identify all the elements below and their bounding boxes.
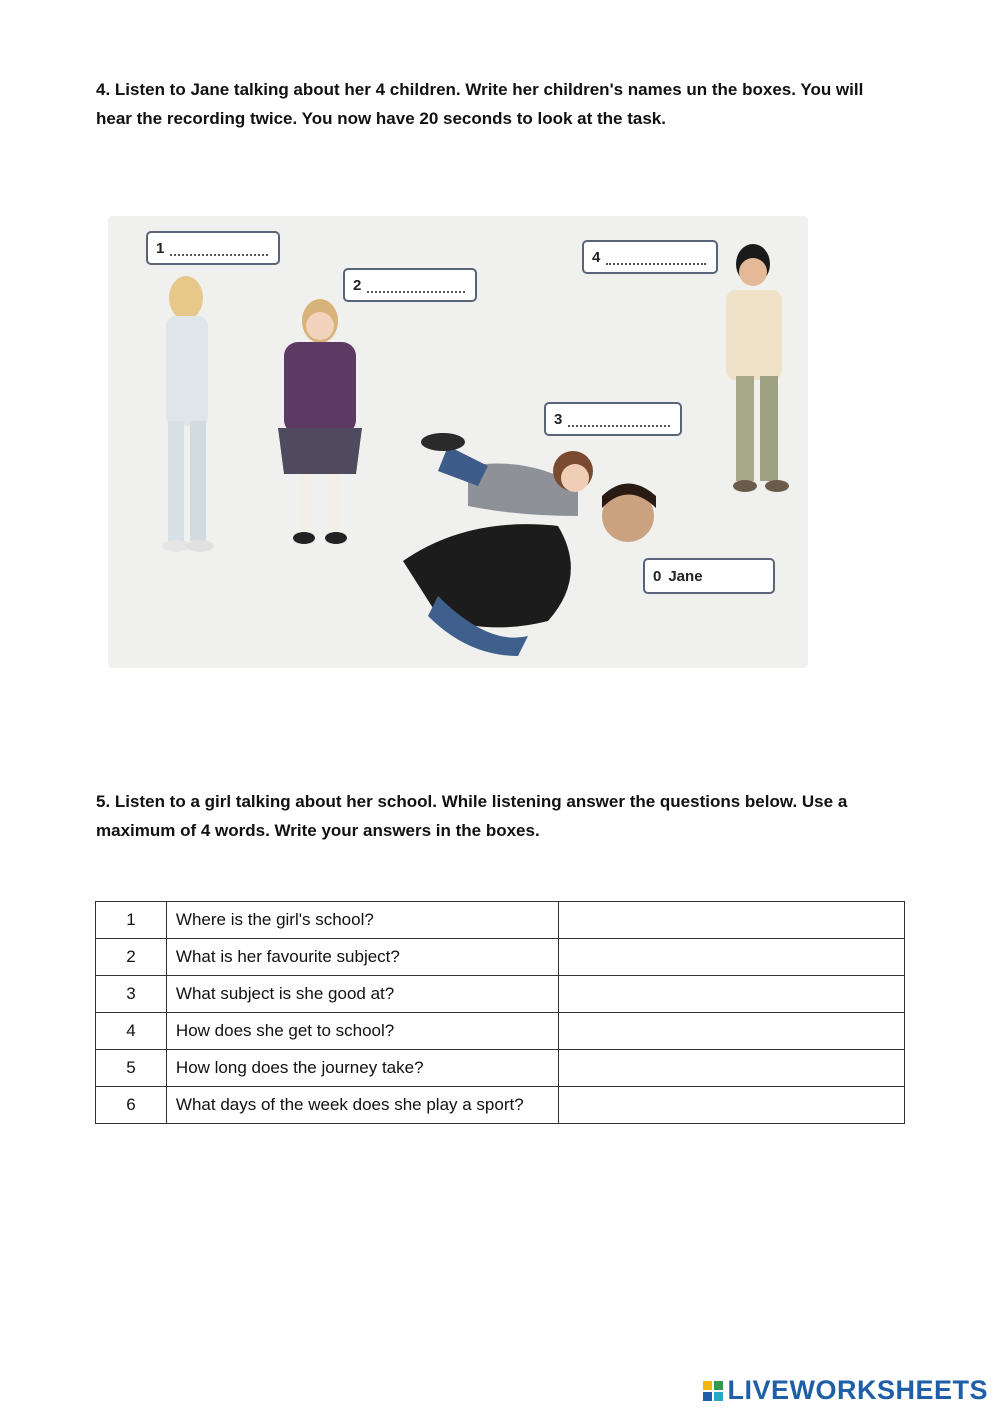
name-box-2-dotted-line — [367, 277, 465, 293]
answer-box[interactable] — [559, 976, 905, 1013]
answer-box[interactable] — [559, 939, 905, 976]
table-row — [96, 939, 905, 976]
name-box-1-number: 1 — [156, 239, 165, 257]
answer-box[interactable] — [559, 1050, 905, 1087]
table-row — [96, 1087, 905, 1124]
child-4-figure — [726, 244, 789, 492]
answer-box[interactable] — [559, 1087, 905, 1124]
question-number: 1 — [96, 902, 167, 939]
table-row — [96, 902, 905, 939]
name-box-jane-number: 0 — [653, 567, 662, 585]
question-number: 3 — [96, 976, 167, 1013]
logo-grid-icon — [703, 1381, 723, 1401]
question-text: What subject is she good at? — [166, 976, 559, 1013]
answer-box[interactable] — [559, 902, 905, 939]
name-box-4-number: 4 — [592, 248, 601, 266]
name-box-4-dotted-line — [606, 249, 706, 265]
question-text: What is her favourite subject? — [166, 939, 559, 976]
table-row — [96, 1050, 905, 1087]
exercise-4-instruction: 4. Listen to Jane talking about her 4 children. Write her children's names un the boxes. You will hear the recording twice. You now have 20 seconds to look at the task. — [96, 80, 864, 128]
question-number: 6 — [96, 1087, 167, 1124]
question-text: Where is the girl's school? — [166, 902, 559, 939]
questions-table — [95, 901, 905, 1124]
question-text: How does she get to school? — [166, 1013, 559, 1050]
liveworksheets-logo — [703, 1375, 988, 1406]
name-box-jane — [643, 558, 775, 594]
name-box-jane-name: Jane — [668, 567, 703, 585]
name-box-2-number: 2 — [353, 276, 362, 294]
answer-box[interactable] — [559, 1013, 905, 1050]
name-box-3-dotted-line — [568, 411, 670, 427]
exercise-5-instruction: 5. Listen to a girl talking about her school. While listening answer the questions below. Use a maximum of 4 words. Write your answers in the boxes. — [96, 792, 848, 840]
child-2-figure — [278, 299, 362, 544]
question-number: 2 — [96, 939, 167, 976]
name-box-1-dotted-line — [170, 240, 268, 256]
name-box-3-number: 3 — [554, 410, 563, 428]
question-text: What days of the week does she play a sport? — [166, 1087, 559, 1124]
table-row — [96, 976, 905, 1013]
name-box-1[interactable] — [146, 231, 280, 265]
child-1-figure — [162, 276, 214, 552]
question-number: 4 — [96, 1013, 167, 1050]
question-text: How long does the journey take? — [166, 1050, 559, 1087]
family-illustration — [108, 216, 808, 668]
table-row — [96, 1013, 905, 1050]
logo-wordmark: LIVEWORKSHEETS — [727, 1375, 988, 1405]
question-number: 5 — [96, 1050, 167, 1087]
name-box-4[interactable] — [582, 240, 718, 274]
name-box-2[interactable] — [343, 268, 477, 302]
name-box-3[interactable] — [544, 402, 682, 436]
jane-and-child-3-figures — [403, 433, 656, 656]
